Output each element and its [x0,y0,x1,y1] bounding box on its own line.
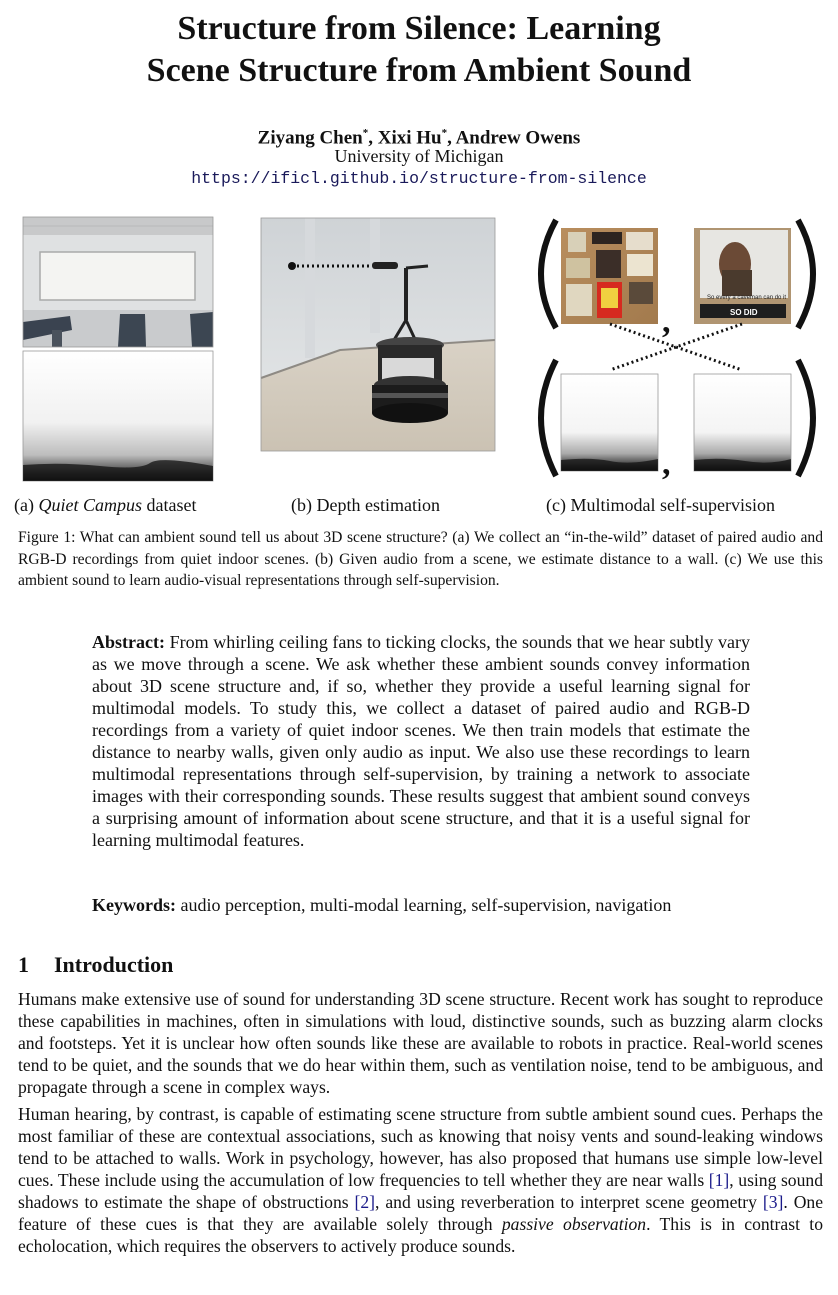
classroom-photo [23,217,213,347]
p2-text-b: , using sound shadows to estimate the shape of obstructions [18,1170,823,1212]
author-separator: , [447,127,456,149]
subcaption-a-suffix: dataset [141,495,197,515]
subcaption-b: (b) Depth estimation [291,495,440,515]
p2-text-a: Human hearing, by contrast, is capable of estimating scene structure from subtle ambient sound cues. Perhaps the most familiar of these are contextual associations, such as knowing that noisy vents and sound-leaking windows tend to be attached to walls. Work in psychology, however, has also proposed that humans use simple low-level cues. These include using the accumulation of low frequencies to tell whether they are near walls [18,1104,823,1190]
citation-3[interactable]: [3] [762,1192,784,1212]
keywords-text: audio perception, multi-modal learning, self-supervision, navigation [176,895,672,915]
p2-text-c: , and using reverberation to interpret scene geometry [375,1192,763,1212]
poster-sign: SO DID [730,308,758,317]
comma-bottom: , [662,445,671,482]
p2-italic: passive observation [501,1214,647,1234]
p2-text-e: . This is in contrast to echolocation, which requires the observers to actively produce sounds. [18,1214,823,1256]
comma-top: , [662,303,671,340]
project-url[interactable]: https://ificl.github.io/structure-from-silence [191,169,647,188]
intro-paragraph-1: Humans make extensive use of sound for understanding 3D scene structure. Recent work has sought to reproduce these capabilities in machines, often in simulations with loud, distinctive sounds, such as buzzing alarm clocks and footsteps. Yet it is unclear how often sounds like these are available to robots in practice. Real-world scenes tend to be quiet, and the sounds that we do hear within them, such as ventilation noise, tend to be ambiguous, and propagate through a scene in complex ways. [18,989,823,1097]
author-separator: , [368,127,378,149]
robot-photo [261,218,495,451]
subcaption-a [14,494,196,516]
p2-text-d: . One feature of these cues is that they are available solely through [18,1192,823,1234]
citation-1[interactable]: [1] [708,1170,730,1190]
spectrogram-c-2 [694,374,791,471]
abstract-label: Abstract: [92,632,165,652]
keywords-label: Keywords: [92,895,176,915]
subcaption-a-prefix: (a) [14,495,39,515]
keywords [92,894,782,916]
subcaption-a-dataset-name: Quiet Campus [38,495,142,515]
equal-contribution-mark: * [362,127,369,139]
author-3: Andrew Owens [455,127,581,149]
citation-2[interactable]: [2] [354,1192,376,1212]
paper-title [0,8,838,92]
abstract-text: From whirling ceiling fans to ticking clocks, the sounds that we hear subtly vary as we move through a scene. We ask whether these ambient sounds convey information about 3D scene structure and, if so, whether they provide a useful learning signal for multimodal models. To study this, we collect a dataset of paired audio and RGB-D recordings from a variety of quiet indoor scenes. We then train models that estimate the distance to nearby walls, given only audio as input. We also use these recordings to learn multimodal representations through self-supervision, by training a network to associate images with their corresponding sounds. These results suggest that ambient sound conveys a surprising amount of information about scene structure, and that it is a useful signal for learning multimodal features. [92,632,750,850]
poster-caption: So every a caveman can do it [707,295,787,301]
intro-paragraph-2 [18,1103,823,1257]
self-supervision-diagram [541,220,813,482]
section-title: Introduction [54,952,174,977]
figure-1 [0,210,838,492]
title-line-2: Scene Structure from Ambient Sound [146,52,692,89]
subcaption-c: (c) Multimodal self-supervision [546,495,775,515]
section-heading [18,952,173,978]
title-line-1: Structure from Silence: Learning [177,10,661,47]
section-number: 1 [18,952,29,977]
spectrogram-a [23,351,213,481]
equal-contribution-mark: * [441,127,448,139]
abstract [92,631,750,851]
author-1: Ziyang Chen [257,127,363,149]
affiliation: University of Michigan [334,146,504,166]
spectrogram-c-1 [561,374,658,471]
figure-caption: Figure 1: What can ambient sound tell us about 3D scene structure? (a) We collect an “in-the-wild” dataset of paired audio and RGB-D recordings from quiet indoor scenes. (b) Given audio from a scene, we estimate distance to a wall. (c) We use this ambient sound to learn audio-visual representations through self-supervision. [18,529,823,589]
author-2: Xixi Hu [377,127,442,149]
